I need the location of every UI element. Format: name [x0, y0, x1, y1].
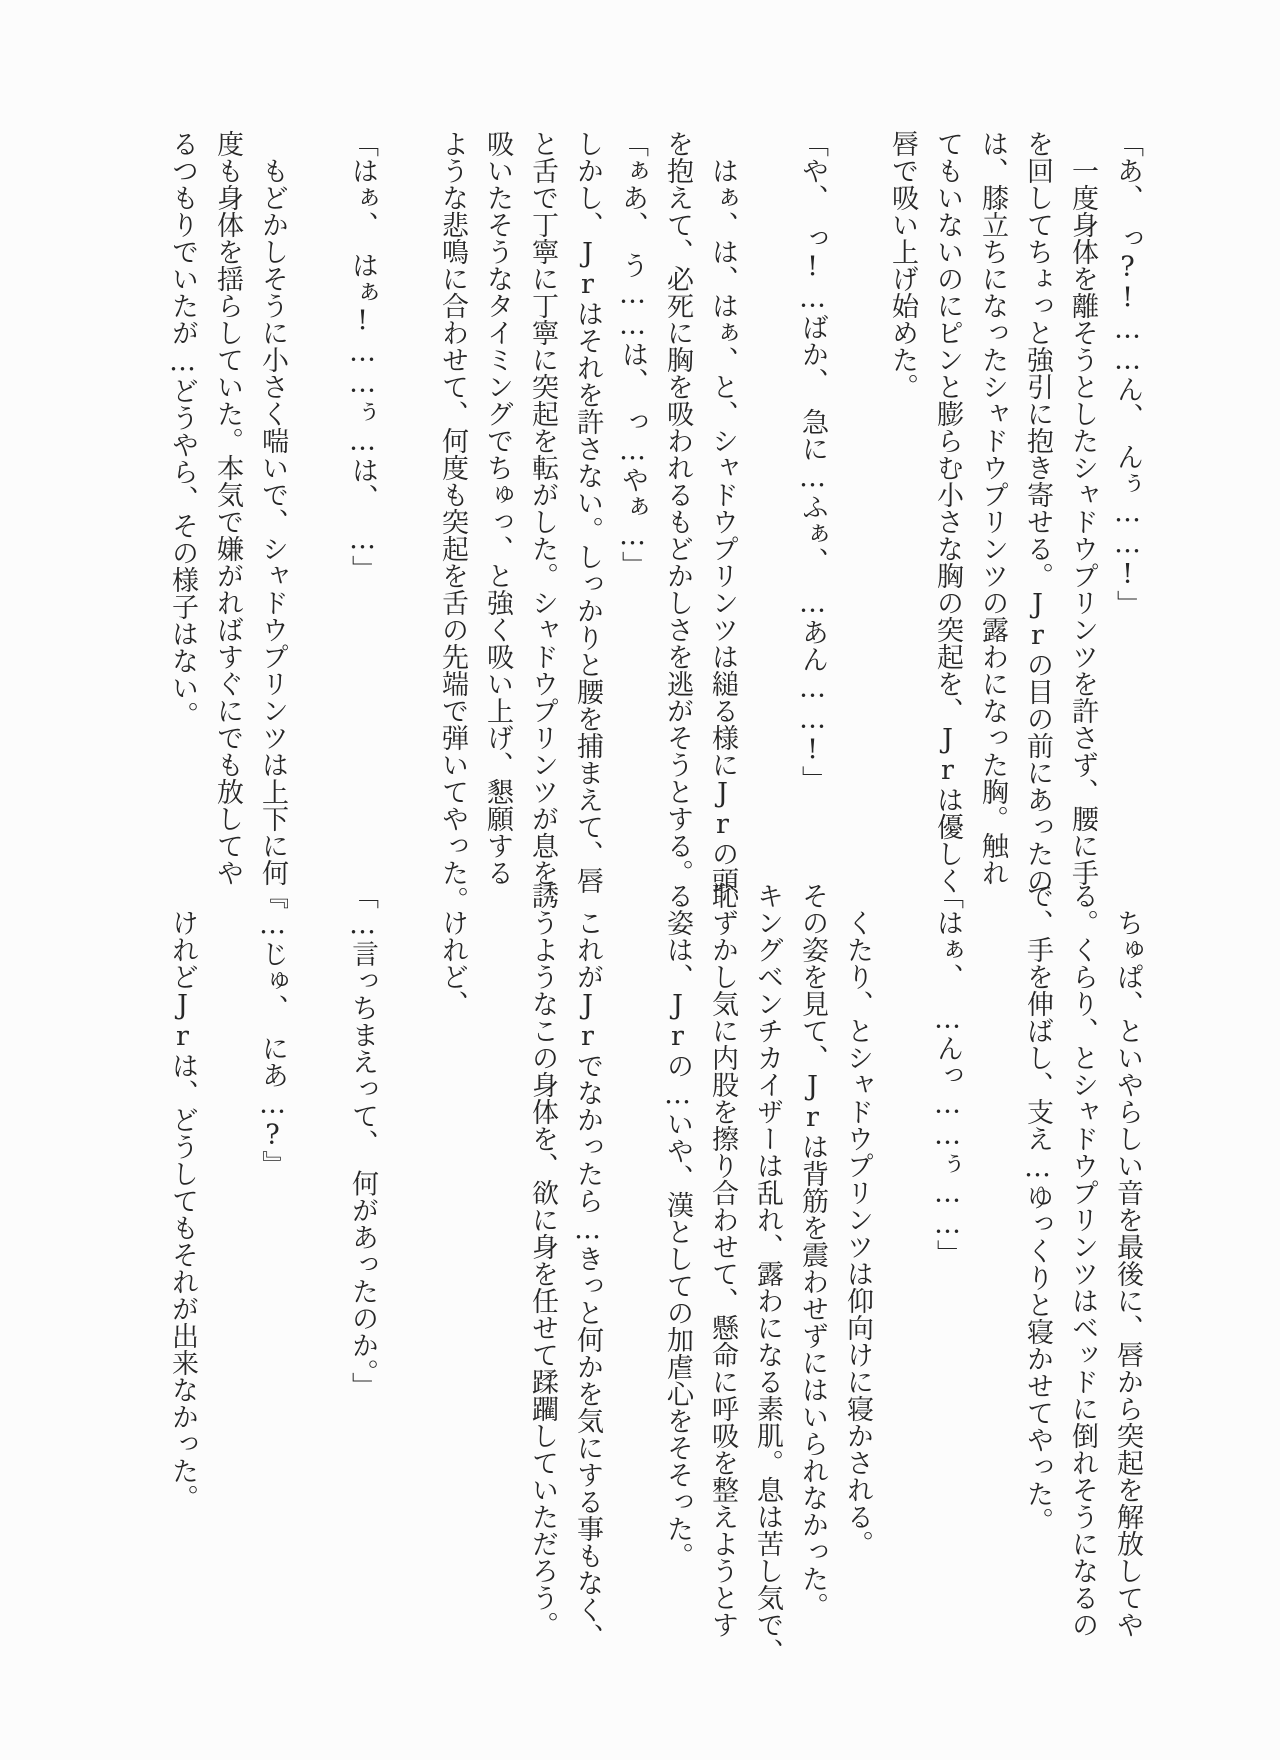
text-line: は、膝立ちになったシャドウプリンツの露わになった胸。触れ: [977, 130, 1008, 886]
text-line: その姿を見て、Jrは背筋を震わせずにはいられなかった。: [797, 882, 828, 1619]
text-line: る姿は、Jrの…いや、漢としての加虐心をそそった。: [662, 882, 693, 1569]
text-line: 「はぁ、 …んっ……ぅ……」: [932, 882, 963, 1267]
text-line: はぁ、は、はぁ、と、シャドウプリンツは縋る様にJrの頭: [707, 157, 738, 894]
text-line: けれどJrは、どうしてもそれが出来なかった。: [167, 909, 198, 1511]
text-line: 唇で吸い上げ始めた。: [887, 130, 918, 400]
text-line: 吸いたそうなタイミングでちゅっ、と強く吸い上げ、懇願する: [482, 130, 513, 886]
text-line: る。くらり、とシャドウプリンツはベッドに倒れそうになるの: [1067, 882, 1098, 1638]
text-block-top: [160, 130, 1150, 913]
text-line: ちゅぱ、といやらしい音を最後に、唇から突起を解放してや: [1112, 909, 1143, 1638]
text-line: 「ぁあ、 う……は、 っ…やぁ…」: [617, 130, 648, 578]
text-line: しかし、Jrはそれを許さない。しっかりと腰を捕まえて、唇: [572, 130, 603, 894]
text-line: を抱えて、必死に胸を吸われるもどかしさを逃がそうとする。: [662, 130, 693, 886]
text-line: るつもりでいたが…どうやら、その様子はない。: [167, 130, 198, 728]
text-line: 誘うようなこの身体を、欲に身を任せて蹂躙していただろう。: [527, 882, 558, 1638]
text-line: 『…じゅ、 にあ…?』: [257, 882, 288, 1178]
text-line: てもいないのにピンと膨らむ小さな胸の突起を、Jrは優しく: [932, 130, 963, 894]
text-line: 恥ずかし気に内股を擦り合わせて、懸命に呼吸を整えようとす: [707, 882, 738, 1638]
text-line: 「…言っちまえって、 何があったのか。」: [347, 882, 378, 1399]
text-block-bottom: [160, 882, 1150, 1665]
text-line: けれど、: [437, 909, 468, 1017]
text-line: で、手を伸ばし、支え…ゆっくりと寝かせてやった。: [1022, 882, 1053, 1534]
text-line: これがJrでなかったら…きっと何かを気にする事もなく、: [572, 909, 603, 1650]
text-line: 一度身体を離そうとしたシャドウプリンツを許さず、腰に手: [1067, 157, 1098, 886]
text-line: もどかしそうに小さく喘いで、シャドウプリンツは上下に何: [257, 157, 288, 886]
text-line: と舌で丁寧に丁寧に突起を転がした。シャドウプリンツが息を: [527, 130, 558, 886]
text-line: キングベンチカイザーは乱れ、露わになる素肌。息は苦し気で、: [752, 882, 783, 1665]
text-line: くたり、とシャドウプリンツは仰向けに寝かされる。: [842, 909, 873, 1557]
text-line: を回してちょっと強引に抱き寄せる。Jrの目の前にあったの: [1022, 130, 1053, 894]
text-line: ような悲鳴に合わせて、何度も突起を舌の先端で弾いてやった。: [437, 130, 468, 913]
text-line: 「はぁ、 はぁ!……ぅ…は、 …」: [347, 130, 378, 582]
text-line: 「や、 っ!…ばか、 急に…ふぁ、 …あん……!」: [797, 130, 828, 793]
text-line: 度も身体を揺らしていた。本気で嫌がればすぐにでも放してや: [212, 130, 243, 886]
text-line: 「あ、 っ?!……ん、 んぅ……!」: [1112, 130, 1143, 617]
